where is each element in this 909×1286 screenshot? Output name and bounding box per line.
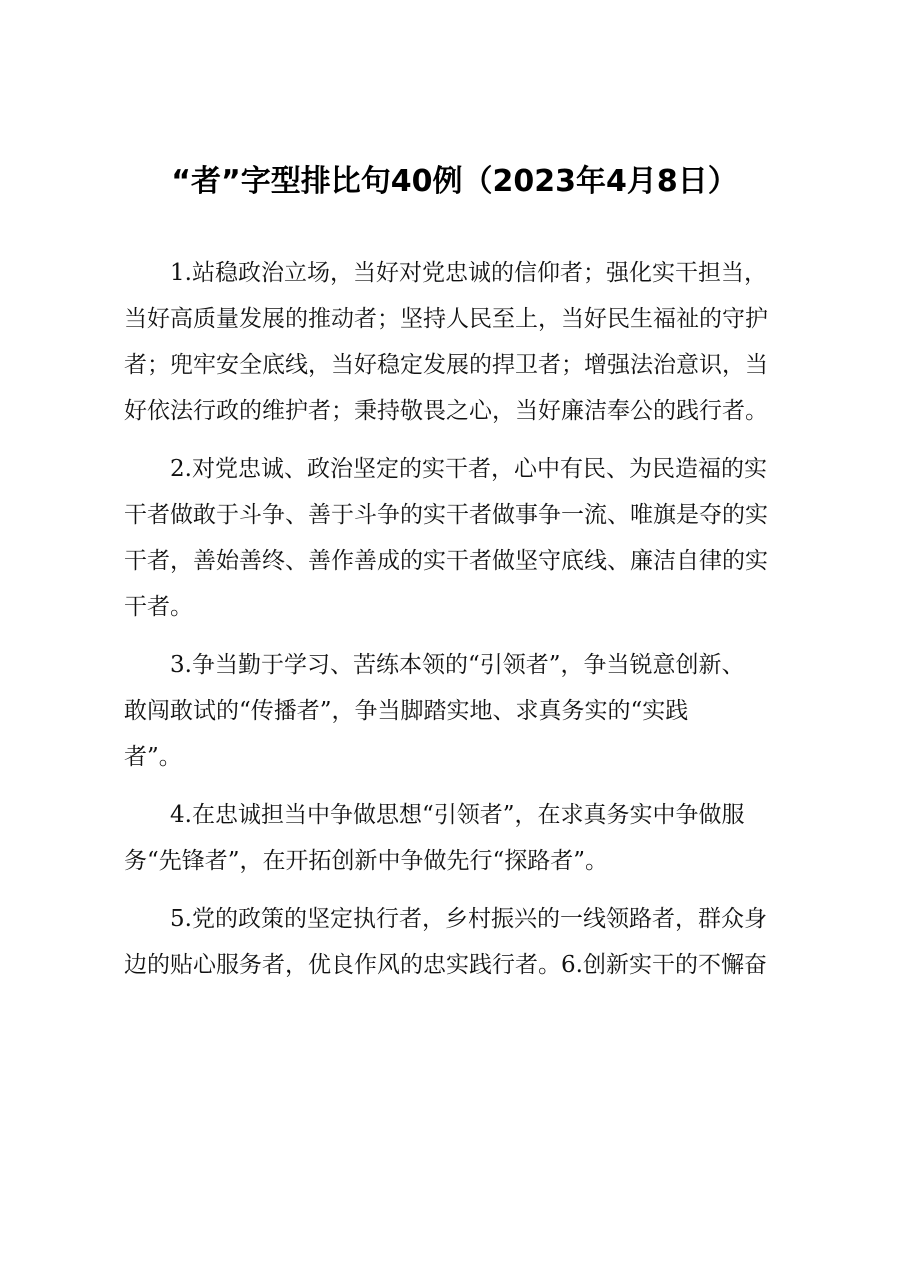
paragraph-line: 1.站稳政治立场，当好对党忠诚的信仰者；强化实干担当，	[170, 260, 767, 286]
paragraph-line: 2.对党忠诚、政治坚定的实干者，心中有民、为民造福的实	[170, 456, 767, 482]
paragraph-4	[124, 792, 814, 884]
paragraph-line: 干者，善始善终、善作善成的实干者做坚守底线、廉洁自律的实	[124, 548, 768, 574]
paragraph-line: 当好高质量发展的推动者；坚持人民至上，当好民生福祉的守护	[124, 306, 768, 332]
paragraph-line: 3.争当勤于学习、苦练本领的“引领者”，争当锐意创新、	[170, 652, 745, 678]
paragraph-line: 者；兜牢安全底线，当好稳定发展的捍卫者；增强法治意识，当	[124, 352, 768, 378]
paragraph-line: 干者做敢于斗争、善于斗争的实干者做事争一流、唯旗是夺的实	[124, 502, 768, 528]
paragraph-line: 务“先锋者”，在开拓创新中争做先行“探路者”。	[124, 848, 609, 874]
paragraph-line: 者”。	[124, 744, 182, 770]
document-title: “者”字型排比句40例（2023年4月8日）	[171, 164, 738, 199]
paragraph-1	[124, 250, 814, 434]
paragraph-line: 干者。	[124, 594, 193, 620]
paragraph-line: 4.在忠诚担当中争做思想“引领者”，在求真务实中争做服	[170, 802, 745, 828]
document-body	[124, 250, 814, 1000]
paragraph-line: 敢闯敢试的“传播者”，争当脚踏实地、求真务实的“实践	[124, 698, 689, 724]
paragraph-3	[124, 642, 814, 780]
paragraph-line: 5.党的政策的坚定执行者，乡村振兴的一线领路者，群众身	[170, 906, 767, 932]
paragraph-line: 边的贴心服务者，优良作风的忠实践行者。6.创新实干的不懈奋	[124, 952, 767, 978]
paragraph-5	[124, 896, 814, 988]
paragraph-2	[124, 446, 814, 630]
paragraph-line: 好依法行政的维护者；秉持敬畏之心，当好廉洁奉公的践行者。	[124, 398, 768, 424]
